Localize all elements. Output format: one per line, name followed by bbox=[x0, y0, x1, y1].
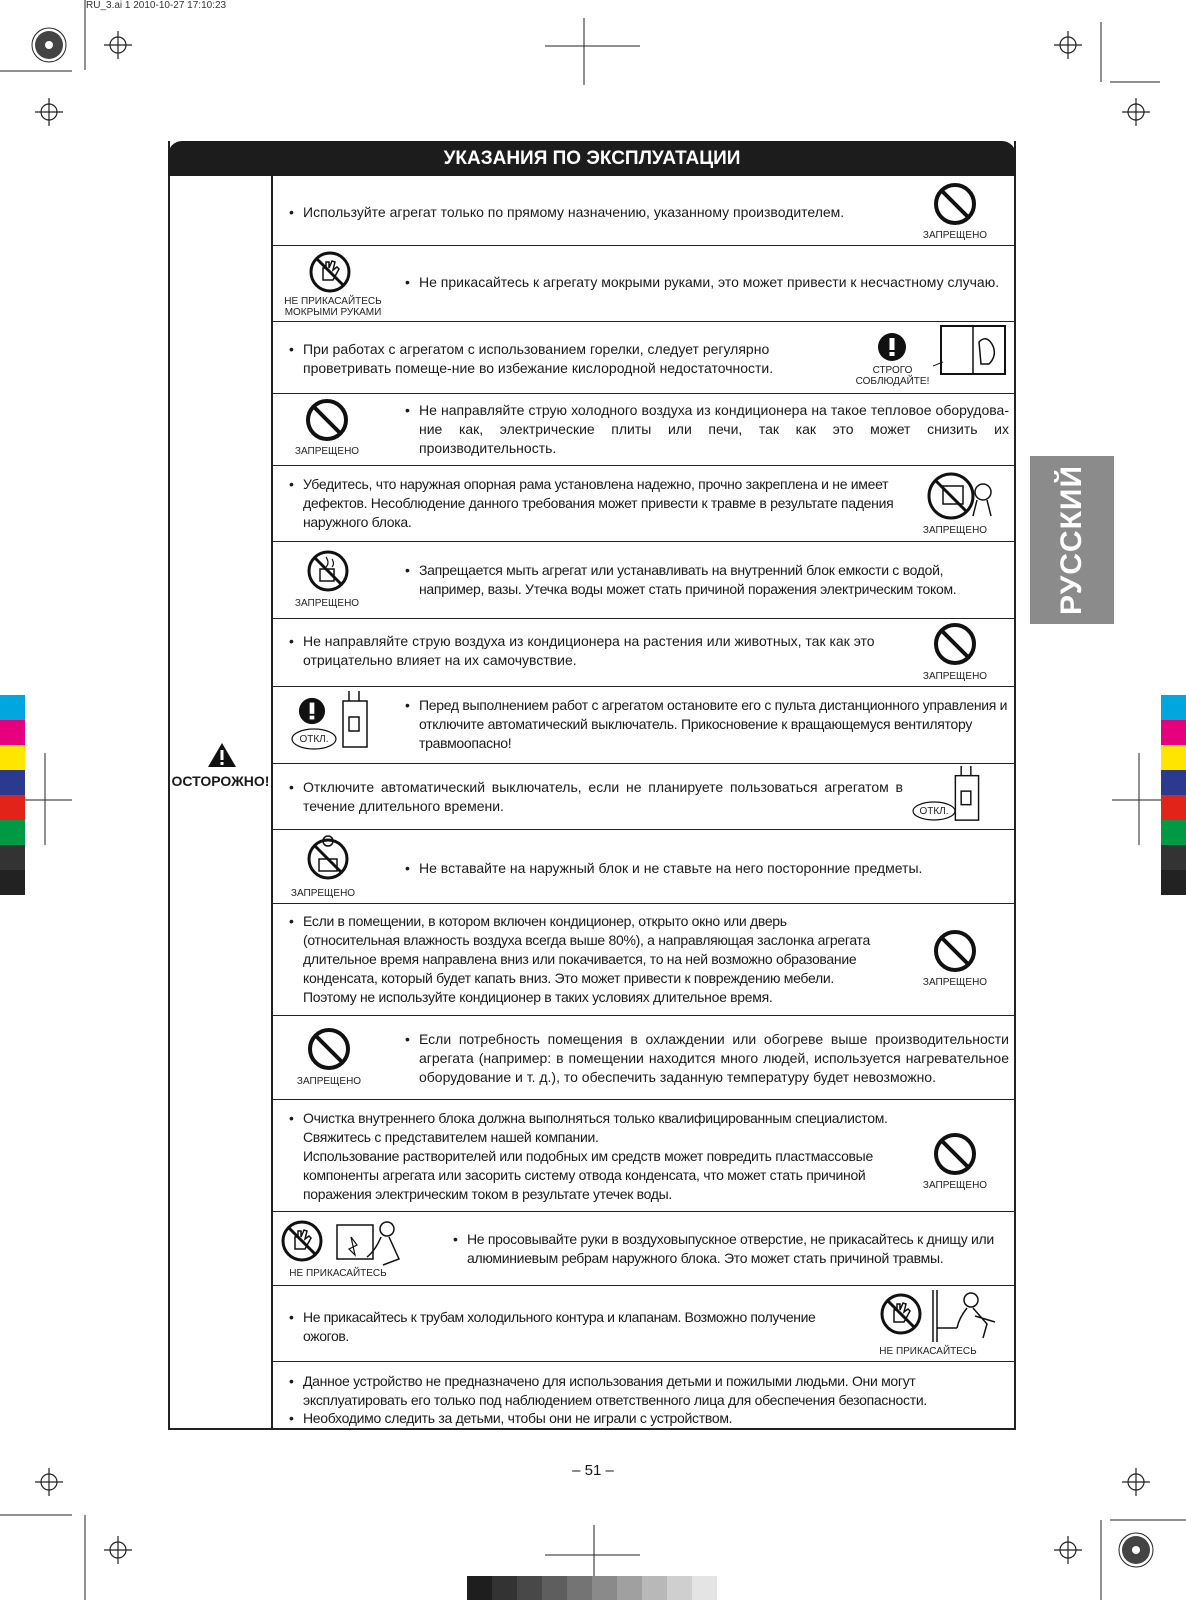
prohibited-icon bbox=[932, 621, 978, 667]
language-tab: РУССКИЙ bbox=[1030, 456, 1114, 624]
falling-unit-icon bbox=[927, 468, 1007, 524]
off-label: ОТКЛ. bbox=[299, 734, 329, 745]
no-wet-hands-icon bbox=[308, 250, 352, 294]
circuit-breaker-icon bbox=[335, 691, 373, 751]
instruction-row-7: • Не направляйте струю воздуха из кондиционера на растения или животных, так как это отрицательно влияет на их самочувствие. ЗАПРЕЩЕНО bbox=[273, 619, 1016, 687]
instruction-text: Не вставайте на наружный блок и не ставьте на него посторонние предметы. bbox=[419, 860, 923, 876]
prohibited-label: ЗАПРЕЩЕНО bbox=[294, 598, 360, 609]
prohibited-icon bbox=[306, 1026, 352, 1072]
instruction-text: Не направляйте струю холодного воздуха из кондиционера на такое тепловое оборудова-ние как, электрические плиты или печи, так как это может снизить их производительность. bbox=[419, 402, 1009, 456]
instruction-row-6: ЗАПРЕЩЕНО • Запрещается мыть агрегат или устанавливать на внутренний блок емкости с водой, например, вазы. Утечка воды может стать причиной поражения электрическим током. bbox=[273, 542, 1016, 619]
instruction-text: При работах с агрегатом с использованием горелки, следует регулярно проветривать помеще-ние во избежание кислородной недостаточности. bbox=[303, 341, 774, 376]
instruction-text: Очистка внутреннего блока должна выполняться только квалифицированным специалистом. bbox=[303, 1110, 888, 1126]
prohibited-label: ЗАПРЕЩЕНО bbox=[922, 671, 988, 682]
color-bar-left bbox=[0, 695, 25, 895]
instruction-text: Использование растворителей или подобных им средств может повредить пластмассовые компоненты агрегата или засорить систему отвода конденсата, что может стать причиной поражения электрическим током в результате утечек воды. bbox=[303, 1148, 873, 1202]
do-not-touch-icon bbox=[280, 1219, 324, 1263]
instruction-text: Перед выполнением работ с агрегатом остановите его с пульта дистанционного управления и отключите автоматический выключатель. Прикосновение к вращающемуся вентилятору травмоопасно! bbox=[419, 697, 1008, 751]
do-not-touch-label: НЕ ПРИКАСАЙТЕСЬ bbox=[879, 1346, 977, 1357]
instruction-text: Данное устройство не предназначено для использования детьми и пожилыми людьми. Они могут эксплуатировать его только под наблюдением ответственного лица для обеспечения безопасности. bbox=[303, 1373, 927, 1408]
mandatory-label: СТРОГО СОБЛЮДАЙТЕ! bbox=[855, 365, 930, 387]
caution-label: ОСТОРОЖНО! bbox=[171, 773, 270, 789]
instruction-text: Не прикасайтесь к трубам холодильного контура и клапанам. Возможно получение ожогов. bbox=[303, 1309, 816, 1344]
prohibited-label: ЗАПРЕЩЕНО bbox=[296, 1076, 362, 1087]
instruction-row-15: • Не прикасайтесь к трубам холодильного контура и клапанам. Возможно получение ожогов. НЕ ПРИКАСАЙТЕСЬ bbox=[273, 1286, 1016, 1362]
instruction-row-14: НЕ ПРИКАСАЙТЕСЬ • Не просовывайте руки в воздуховыпускное отверстие, не прикасайтесь к днищу или алюминиевым ребрам наружного блока. Это может стать причиной травмы. bbox=[273, 1212, 1016, 1286]
page-number: – 51 – bbox=[572, 1462, 614, 1479]
instruction-row-9: • Отключите автоматический выключатель, если не планируете пользоваться агрегатом в течение длительного времени. ОТКЛ. bbox=[273, 764, 1016, 830]
prohibited-label: ЗАПРЕЩЕНО bbox=[922, 1180, 988, 1191]
instruction-row-4: ЗАПРЕЩЕНО • Не направляйте струю холодного воздуха из кондиционера на такое тепловое оборудова-ние как, электрические плиты или печи, так как это может снизить их производительность. bbox=[273, 394, 1016, 466]
mandatory-icon bbox=[298, 697, 326, 725]
prohibited-label: ЗАПРЕЩЕНО bbox=[922, 525, 988, 536]
instruction-text: Убедитесь, что наружная опорная рама установлена надежно, прочно закреплена и не имеет дефектов. Несоблюдение данного требования может привести к травме в результате падения наружного блока. bbox=[303, 476, 894, 530]
prohibited-label: ЗАПРЕЩЕНО bbox=[294, 446, 360, 457]
do-not-touch-label: НЕ ПРИКАСАЙТЕСЬ bbox=[289, 1268, 387, 1279]
refrigerant-pipe-person-icon bbox=[927, 1288, 1011, 1344]
instruction-text: Если в помещении, в котором включен кондиционер, открыто окно или дверь (относительная влажность воздуха всегда выше 80%), а направляющая заслонка агрегата длительное время направлена вниз или покачивается, то на ней возможно образование конденсата, который будет капать вниз. Это может привести к повреждению мебели. Поэтому не используйте кондиционер в таких условиях длительное время. bbox=[303, 913, 870, 1005]
instruction-text: Не просовывайте руки в воздуховыпускное отверстие, не прикасайтесь к днищу или алюминиевым ребрам наружного блока. Это может стать причиной травмы. bbox=[467, 1231, 994, 1266]
prohibited-icon bbox=[932, 1131, 978, 1177]
outdoor-unit-hand-icon bbox=[331, 1215, 411, 1275]
instruction-row-2: НЕ ПРИКАСАЙТЕСЬ МОКРЫМИ РУКАМИ • Не прикасайтесь к агрегату мокрыми руками, это может привести к несчастному случаю. bbox=[273, 246, 1016, 322]
no-water-icon bbox=[306, 549, 350, 593]
no-standing-on-unit-icon bbox=[306, 833, 350, 883]
instruction-row-10: ЗАПРЕЩЕНО • Не вставайте на наружный блок и не ставьте на него посторонние предметы. bbox=[273, 830, 1016, 904]
instruction-row-8: ОТКЛ. • Перед выполнением работ с агрегатом остановите его с пульта дистанционного управления и отключите автоматический выключатель. Прикосновение к вращающемуся вентилятору травмоопасно! bbox=[273, 687, 1016, 764]
prohibited-label: ЗАПРЕЩЕНО bbox=[290, 888, 356, 899]
instruction-text: Свяжитесь с представителем нашей компании. bbox=[303, 1129, 599, 1145]
do-not-touch-icon bbox=[879, 1292, 923, 1336]
warning-triangle-icon bbox=[207, 742, 237, 768]
instruction-row-16: • Данное устройство не предназначено для использования детьми и пожилыми людьми. Они могут эксплуатировать его только под наблюдением ответственного лица для обеспечения безопасности. • Необходимо следить за детьми, чтобы они не играли с устройством. bbox=[273, 1362, 1016, 1430]
page-title: УКАЗАНИЯ ПО ЭКСПЛУАТАЦИИ bbox=[168, 141, 1016, 176]
instruction-row-11: • Если в помещении, в котором включен кондиционер, открыто окно или дверь (относительная влажность воздуха всегда выше 80%), а направляющая заслонка агрегата длительное время направлена вниз или покачивается, то на ней возможно образование конденсата, который будет капать вниз. Это может привести к повреждению мебели. Поэтому не используйте кондиционер в таких условиях длительное время. ЗАПРЕЩЕНО bbox=[273, 904, 1016, 1016]
prohibited-icon bbox=[304, 397, 350, 443]
no-wet-hands-label: НЕ ПРИКАСАЙТЕСЬ МОКРЫМИ РУКАМИ bbox=[284, 296, 382, 318]
instruction-text: Не прикасайтесь к агрегату мокрыми руками, это может привести к несчастному случаю. bbox=[419, 274, 1000, 290]
instruction-text: Если потребность помещения в охлаждении или обогреве выше производительности агрегата (например: в помещении находится много людей, используется нагревательное оборудование и т. д.), то обеспечить заданную температуру будет невозможно. bbox=[419, 1031, 1009, 1085]
mandatory-icon bbox=[877, 332, 907, 362]
instruction-row-3: • При работах с агрегатом с использованием горелки, следует регулярно проветривать помеще-ние во избежание кислородной недостаточности. СТРОГО СОБЛЮДАЙТЕ! bbox=[273, 322, 1016, 394]
off-label: ОТКЛ. bbox=[919, 806, 949, 817]
color-bar-right bbox=[1161, 695, 1186, 895]
instruction-row-13: • Очистка внутреннего блока должна выполняться только квалифицированным специалистом. Свяжитесь с представителем нашей компании. Использование растворителей или подобных им средств может повредить пластмассовые компоненты агрегата или засорить систему отвода конденсата, что может стать причиной поражения электрическим током в результате утечек воды. ЗАПРЕЩЕНО bbox=[273, 1100, 1016, 1212]
prohibited-label: ЗАПРЕЩЕНО bbox=[922, 977, 988, 988]
prohibited-icon bbox=[932, 181, 978, 227]
instruction-row-12: ЗАПРЕЩЕНО • Если потребность помещения в охлаждении или обогреве выше производительности агрегата (например: в помещении находится много людей, используется нагревательное оборудование и т. д.), то обеспечить заданную температуру будет невозможно. bbox=[273, 1016, 1016, 1100]
instruction-text: Запрещается мыть агрегат или устанавливать на внутренний блок емкости с водой, например, вазы. Утечка воды может стать причиной поражения электрическим током. bbox=[419, 562, 957, 597]
instruction-text: Отключите автоматический выключатель, если не планируете пользоваться агрегатом в течение длительного времени. bbox=[303, 779, 903, 814]
instruction-row-5: • Убедитесь, что наружная опорная рама установлена надежно, прочно закреплена и не имеет дефектов. Несоблюдение данного требования может привести к травме в результате падения наружного блока. ЗАПРЕЩЕНО bbox=[273, 466, 1016, 542]
ventilation-window-icon bbox=[933, 322, 1013, 384]
instruction-text: Необходимо следить за детьми, чтобы они не играли с устройством. bbox=[303, 1410, 733, 1426]
prohibited-label: ЗАПРЕЩЕНО bbox=[922, 230, 988, 241]
file-info: RU_3.ai 1 2010-10-27 17:10:23 bbox=[86, 0, 227, 11]
caution-column bbox=[168, 176, 273, 1430]
instruction-text: Используйте агрегат только по прямому назначению, указанному производителем. bbox=[303, 204, 845, 220]
instruction-text: Не направляйте струю воздуха из кондиционера на растения или животных, так как это отрицательно влияет на их самочувствие. bbox=[303, 633, 875, 668]
instruction-row-1: • Используйте агрегат только по прямому назначению, указанному производителем. ЗАПРЕЩЕНО bbox=[273, 176, 1016, 246]
gray-scale-bar bbox=[467, 1576, 717, 1600]
prohibited-icon bbox=[932, 928, 978, 974]
